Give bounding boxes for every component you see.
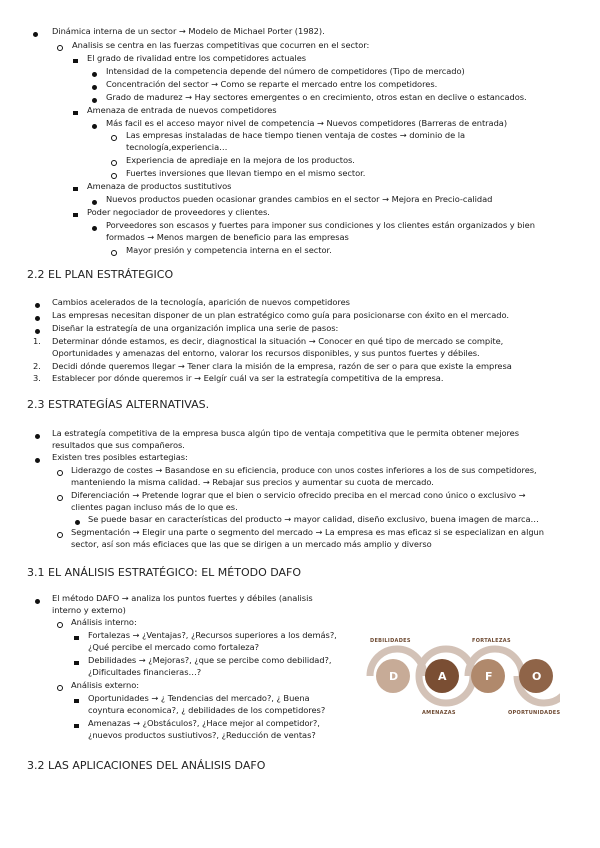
bullet: [57, 620, 63, 631]
text-line: Se puede basar en características del producto → mayor calidad, diseño exclusivo, buena imagen de marca…: [88, 514, 539, 524]
text-line: clientes pagan incluso más de lo que es.: [71, 502, 238, 512]
bullet: [35, 455, 40, 466]
bullet: [35, 596, 40, 607]
bullet: [73, 107, 78, 118]
text-line: Experiencia de aprediaje en la mejora de los productos.: [126, 155, 355, 165]
text-line: Oportunidades y amenazas del entorno, valorar los recursos disponibles, y sus puntos fuertes y débiles.: [52, 348, 480, 358]
text-line: tecnología,experiencia…: [126, 142, 228, 152]
list-number: 3.: [33, 373, 41, 383]
text-line: Fuertes inversiones que llevan tiempo en el mismo sector.: [126, 168, 366, 178]
bullet: [57, 683, 63, 694]
text-line: coyntura economica?, ¿ debilidades de los competidores?: [88, 705, 326, 715]
dafo-svg: [360, 632, 560, 718]
text-line: Análisis externo:: [71, 680, 139, 690]
text-line: Amenaza de productos sustitutivos: [87, 181, 232, 191]
bullet: [74, 695, 79, 706]
label-amenazas: AMENAZAS: [422, 710, 456, 716]
list-number: 2.: [33, 361, 41, 371]
bullet: [92, 121, 97, 132]
section-heading: 3.2 LAS APLICACIONES DEL ANÁLISIS DAFO: [27, 759, 266, 772]
text-line: resultados que sus compañeros.: [52, 440, 185, 450]
bullet: [74, 720, 79, 731]
text-line: El grado de rivalidad entre los competidores actuales: [87, 53, 307, 63]
text-line: Diferenciación → Pretende lograr que el bien o servicio ofrecido preciba en el mercad cono único o exclusivo →: [71, 490, 526, 500]
bullet: [74, 657, 79, 668]
bullet: [35, 300, 40, 311]
bullet: [73, 183, 78, 194]
bullet: [92, 82, 97, 93]
label-debilidades: DEBILIDADES: [370, 638, 411, 644]
bullet: [33, 29, 38, 40]
text-line: Porveedores son escasos y fuertes para imponer sus condiciones y los clientes están organizados y bien: [106, 220, 535, 230]
text-line: Mayor presión y competencia interna en el sector.: [126, 245, 332, 255]
bullet: [57, 530, 63, 541]
bullet: [35, 431, 40, 442]
bullet: [92, 223, 97, 234]
text-line: Grado de madurez → Hay sectores emergentes o en crecimiento, otros estan en declive o estancados.: [106, 92, 527, 102]
label-fortalezas: FORTALEZAS: [472, 638, 511, 644]
label-oportunidades: OPORTUNIDADES: [508, 710, 560, 716]
text-line: Análisis interno:: [71, 617, 137, 627]
bullet: [57, 493, 63, 504]
bullet: [35, 313, 40, 324]
list-number: 1.: [33, 336, 41, 346]
text-line: sector, así son más eficiaces que las que se dirigen a un mercado más amplio y diverso: [71, 539, 432, 549]
text-line: Existen tres posibles estartegias:: [52, 452, 188, 462]
text-line: Amenazas → ¿Obstáculos?, ¿Hace mejor al competidor?,: [88, 718, 320, 728]
text-line: Determinar dónde estamos, es decir, diagnostical la situación → Conocer en qué tipo de mercado se compite,: [52, 336, 504, 346]
text-line: Analisis se centra en las fuerzas competitivas que cocurren en el sector:: [72, 40, 370, 50]
text-line: Nuevos productos pueden ocasionar grandes cambios en el sector → Mejora en Precio-calidad: [106, 194, 493, 204]
bullet: [92, 69, 97, 80]
letter-o: O: [532, 670, 542, 683]
text-line: Oportunidades → ¿ Tendencias del mercado?, ¿ Buena: [88, 693, 310, 703]
text-line: manteniendo la misma calidad. → Rebajar sus precios y aumentar su cuota de mercado.: [71, 477, 434, 487]
text-line: El método DAFO → analiza los puntos fuertes y débiles (analisis: [52, 593, 313, 603]
section-heading: 3.1 EL ANÁLISIS ESTRATÉGICO: EL MÉTODO DAFO: [27, 566, 302, 579]
bullet: [73, 55, 78, 66]
text-line: ¿Qué percibe el mercado como fortaleza?: [88, 642, 259, 652]
section-heading: 2.2 EL PLAN ESTRÁTEGICO: [27, 268, 174, 281]
text-line: Establecer por dónde queremos ir → Eelgír cuál va ser la estrategía competitiva de la empresa.: [52, 373, 444, 383]
text-line: ¿Dificultades financieras…?: [88, 667, 202, 677]
text-line: Decidi dónde queremos llegar → Tener clara la misión de la empresa, razón de ser o para que existe la empresa: [52, 361, 512, 371]
text-line: Diseñar la estrategía de una organización implica una serie de pasos:: [52, 323, 339, 333]
text-line: Poder negociador de proveedores y clientes.: [87, 207, 270, 217]
letter-f: F: [485, 670, 493, 683]
text-line: Dinámica interna de un sector → Modelo de Michael Porter (1982).: [52, 26, 325, 36]
text-line: interno y externo): [52, 605, 126, 615]
text-line: Más facil es el acceso mayor nivel de competencia → Nuevos competidores (Barreras de entrada): [106, 118, 508, 128]
text-line: Las empresas instaladas de hace tiempo tienen ventaja de costes → dominio de la: [126, 130, 466, 140]
bullet: [57, 468, 63, 479]
text-line: Liderazgo de costes → Basandose en su eficiencia, produce con unos costes inferiores a los de sus competidores,: [71, 465, 537, 475]
letter-a: A: [438, 670, 447, 683]
letter-d: D: [389, 670, 399, 683]
text-line: ¿nuevos productos sustiutivos?, ¿Reducción de ventas?: [88, 730, 316, 740]
text-line: Segmentación → Elegir una parte o segmento del mercado → La empresa es mas eficaz si se especializan en algun: [71, 527, 544, 537]
bullet: [111, 158, 117, 169]
bullet: [111, 133, 117, 144]
text-line: Fortalezas → ¿Ventajas?, ¿Recursos superiores a los demás?,: [88, 630, 337, 640]
bullet: [73, 209, 78, 220]
text-line: Amenaza de entrada de nuevos competidores: [87, 105, 277, 115]
bullet: [57, 43, 63, 54]
text-line: Intensidad de la competencia depende del número de competidores (Tipo de mercado): [106, 66, 465, 76]
bullet: [111, 248, 117, 259]
text-line: Debilidades → ¿Mejoras?, ¿que se percibe como debilidad?,: [88, 655, 332, 665]
bullet: [74, 632, 79, 643]
text-line: Las empresas necesitan disponer de un plan estratégico como guía para posicionarse con éxito en el mercado.: [52, 310, 509, 320]
section-heading: 2.3 ESTRATEGÍAS ALTERNATIVAS.: [27, 398, 210, 411]
text-line: Concentración del sector → Como se reparte el mercado entre los competidores.: [106, 79, 438, 89]
text-line: La estrategía competitiva de la empresa busca algún tipo de ventaja competitiva que le permita obtener mejores: [52, 428, 519, 438]
text-line: formados → Menos margen de beneficio para las empresas: [106, 232, 349, 242]
text-line: Cambios acelerados de la tecnología, aparición de nuevos competidores: [52, 297, 350, 307]
dafo-graphic: [360, 632, 560, 718]
